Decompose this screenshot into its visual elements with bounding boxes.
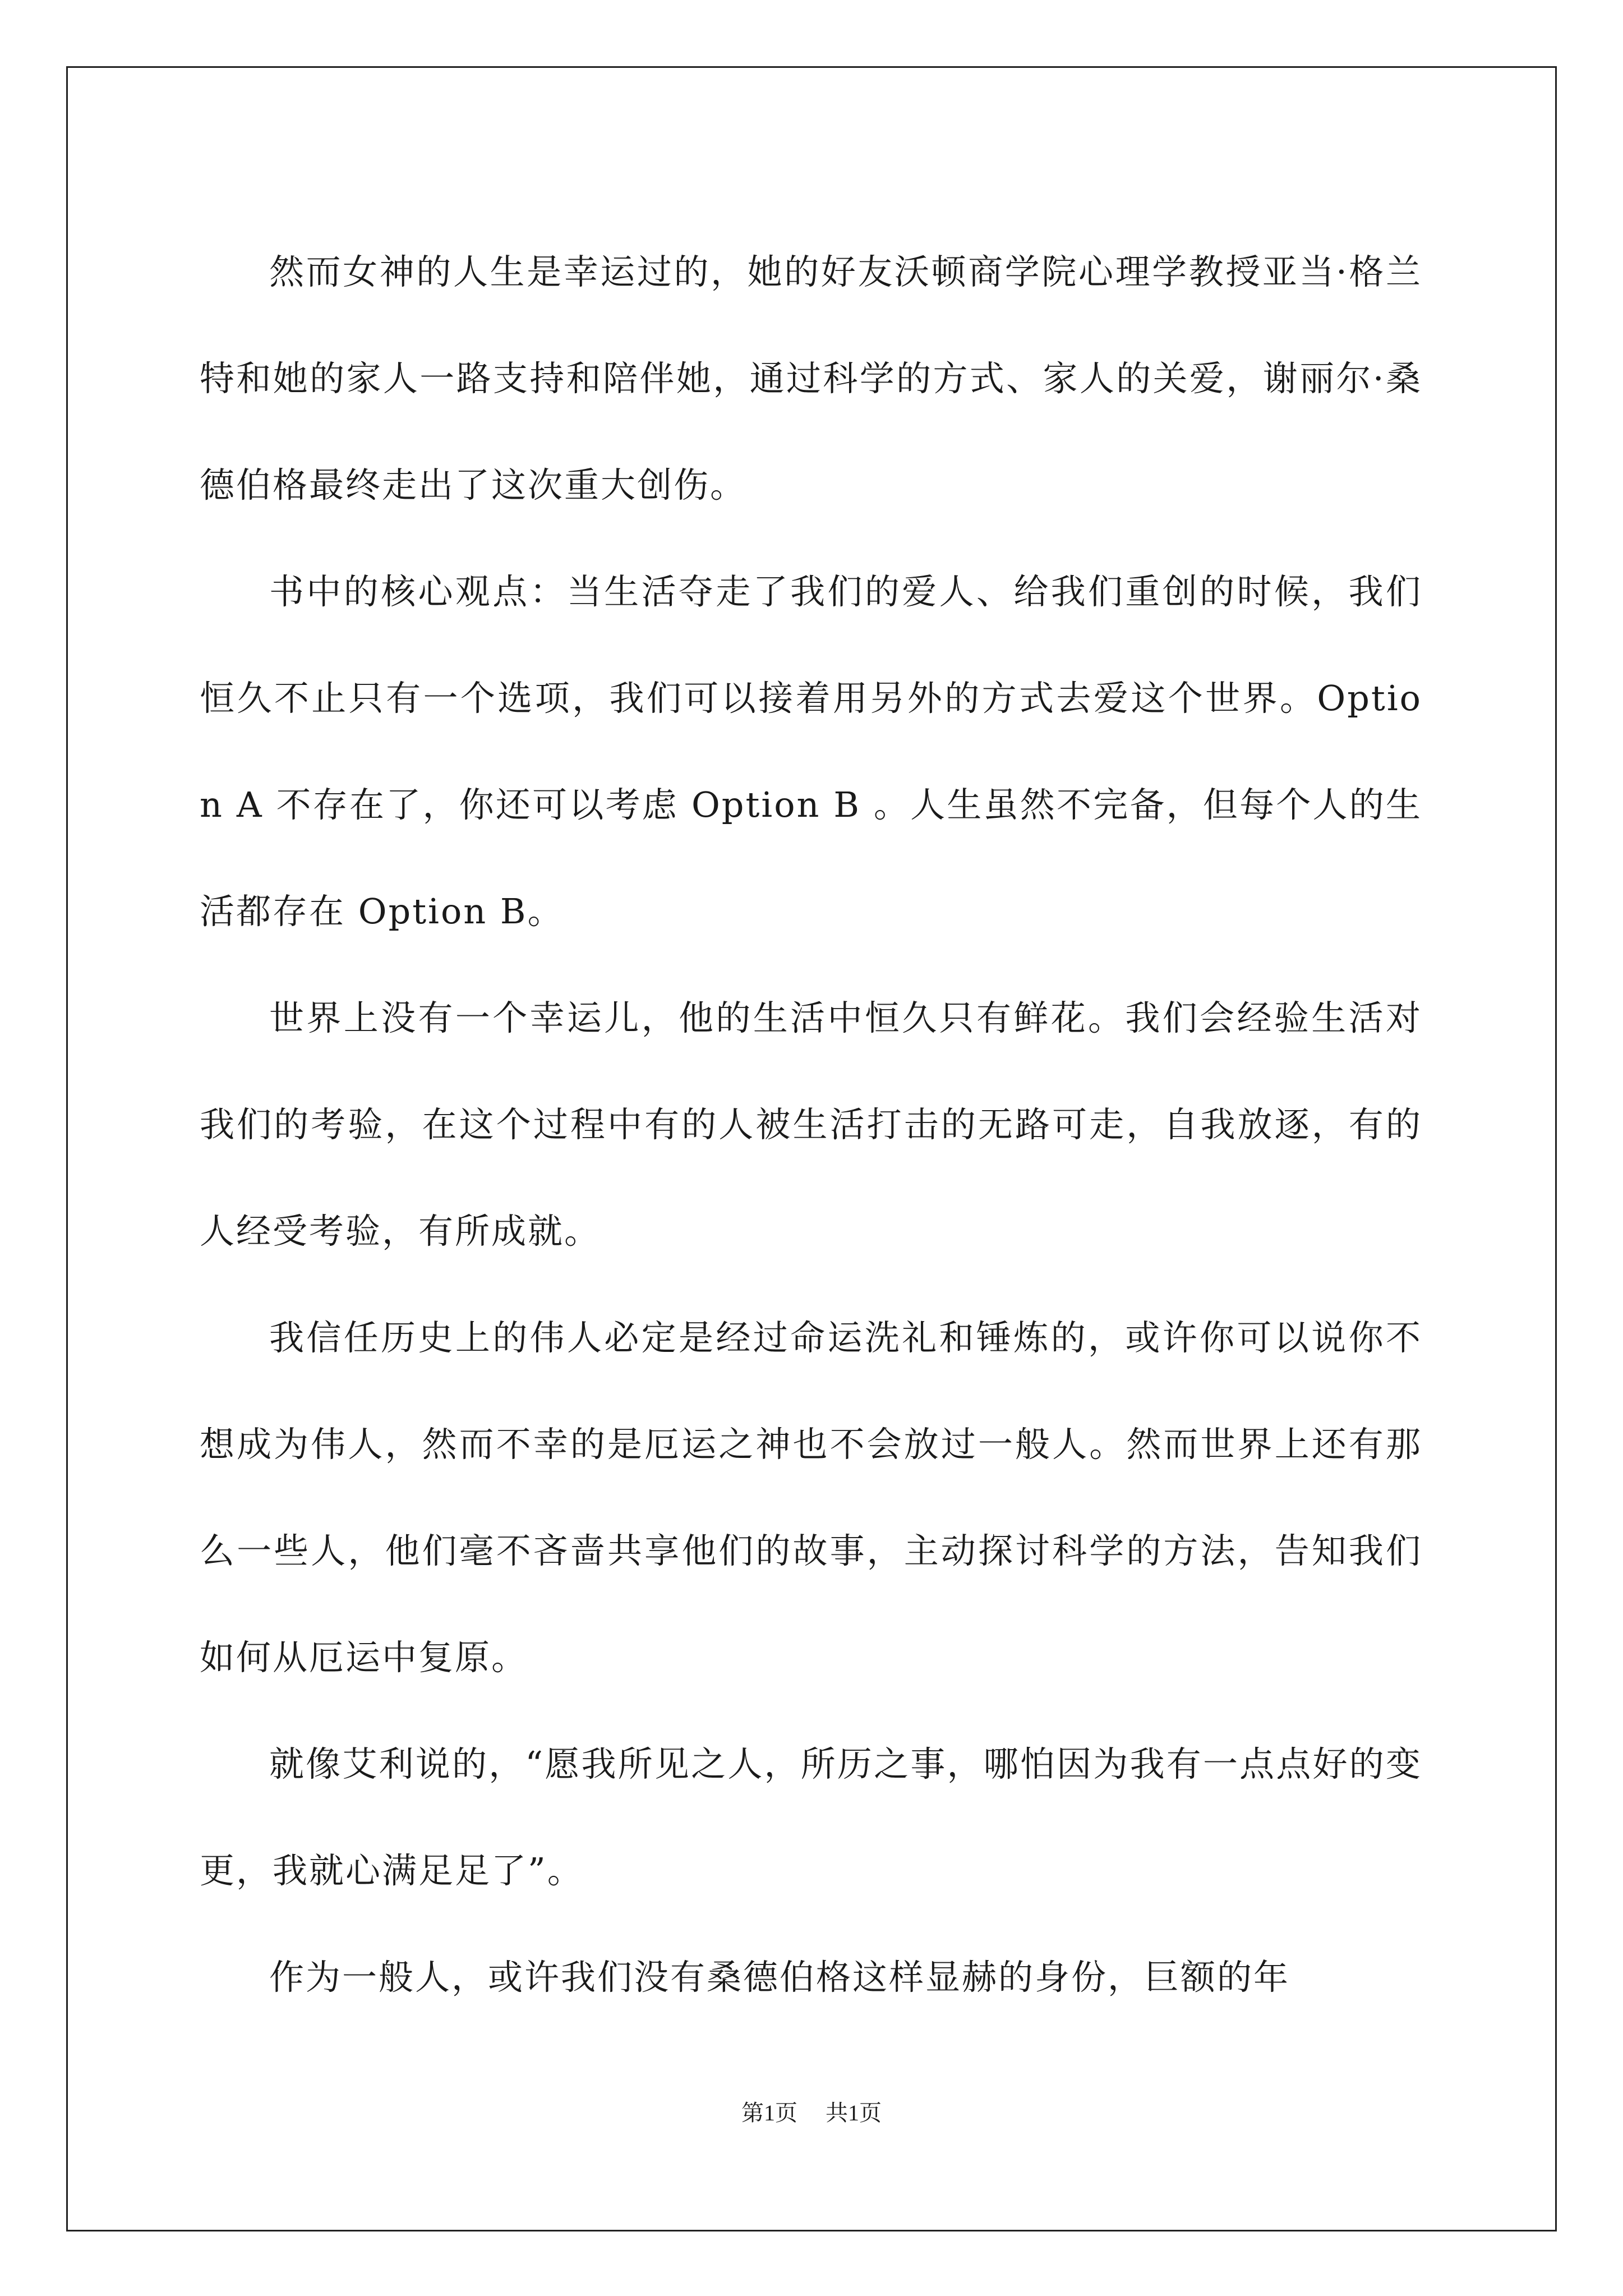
page-footer <box>0 2095 1623 2127</box>
paragraph-6: 作为一般人，或许我们没有桑德伯格这样显赫的身份，巨额的年 <box>269 1957 1290 1998</box>
document-body <box>200 219 1422 2031</box>
paragraph-3: 世界上没有一个幸运儿，他的生活中恒久只有鲜花。我们会经验生活对我们的考验，在这个过程中有的人被生活打击的无路可走，自我放逐，有的人经受考验，有所成就。 <box>200 997 1422 1251</box>
paragraph-5: 就像艾利说的，“愿我所见之人，所历之事，哪怕因为我有一点点好的变更，我就心满足足了”。 <box>200 1743 1422 1891</box>
paragraph-1: 然而女神的人生是幸运过的，她的好友沃顿商学院心理学教授亚当·格兰特和她的家人一路支持和陪伴她，通过科学的方式、家人的关爱，谢丽尔·桑德伯格最终走出了这次重大创伤。 <box>200 251 1422 505</box>
page-total: 共1页 <box>826 2100 882 2125</box>
paragraph-2: 书中的核心观点：当生活夺走了我们的爱人、给我们重创的时候，我们恒久不止只有一个选项，我们可以接着用另外的方式去爱这个世界。Option A 不存在了，你还可以考虑 Option B 。人生虽然不完备，但每个人的生活都存在 Option B。 <box>200 571 1422 932</box>
page-number: 第1页 <box>741 2100 797 2125</box>
paragraph-4: 我信任历史上的伟人必定是经过命运洗礼和锤炼的，或许你可以说你不想成为伟人，然而不幸的是厄运之神也不会放过一般人。然而世界上还有那么一些人，他们毫不吝啬共享他们的故事，主动探讨科学的方法，告知我们如何从厄运中复原。 <box>200 1317 1422 1678</box>
